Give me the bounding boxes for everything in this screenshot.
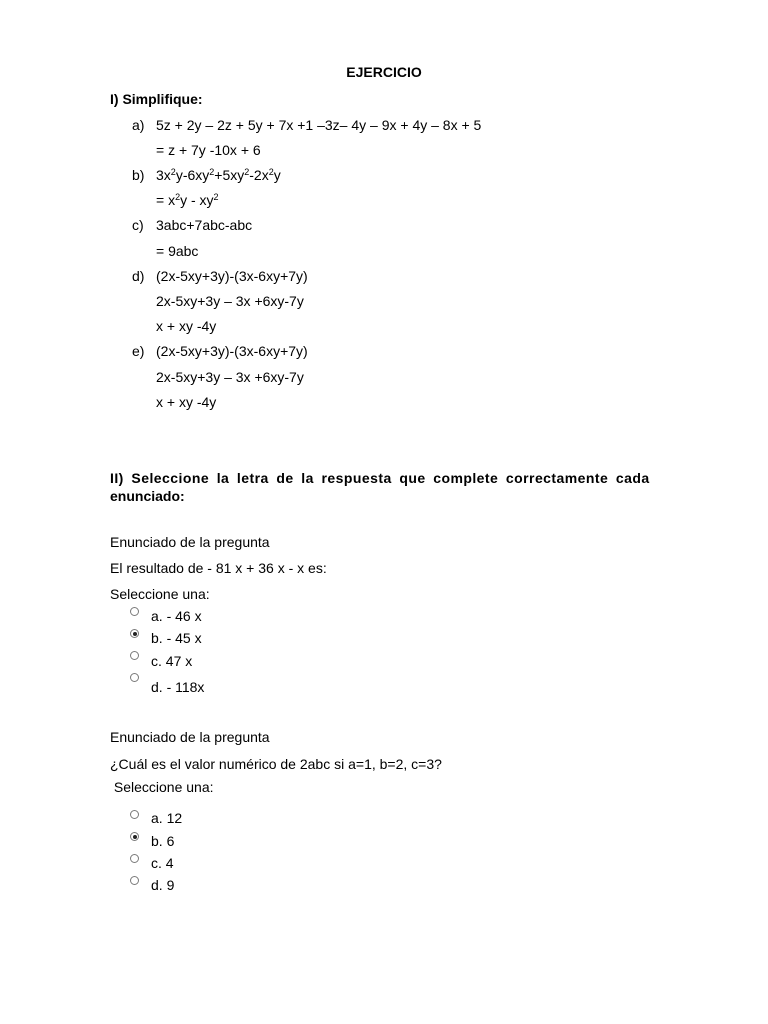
q1-option-d-radio[interactable] <box>130 673 139 682</box>
item-d-result: x + xy -4y <box>156 318 217 334</box>
item-b-result: = $x^2y - xy^2$ <box>156 192 219 208</box>
item-e-letter: e) <box>132 343 145 359</box>
item-a-result: = z + 7y -10x + 6 <box>156 142 261 158</box>
q2-option-c-radio[interactable] <box>130 854 139 863</box>
item-c-letter: c) <box>132 217 144 233</box>
q2-option-b-radio[interactable] <box>130 832 139 841</box>
q2-text: ¿Cuál es el valor numérico de 2abc si a=1, b=2, c=3? <box>110 756 442 772</box>
section-2-heading-cont: enunciado: <box>110 488 185 504</box>
item-c-expression: 3abc+7abc-abc <box>156 217 253 233</box>
q1-option-b-label[interactable]: b. - 45 x <box>151 630 202 646</box>
document-title: EJERCICIO <box>346 64 422 80</box>
item-c-result: = 9abc <box>156 243 199 259</box>
q2-option-b-label[interactable]: b. 6 <box>151 833 175 849</box>
q2-select-prompt: Seleccione una: <box>110 779 214 795</box>
q1-option-c-radio[interactable] <box>130 651 139 660</box>
item-e-expression: (2x-5xy+3y)-(3x-6xy+7y) <box>156 343 308 359</box>
q2-option-d-radio[interactable] <box>130 876 139 885</box>
section-2-heading: II) Seleccione la letra de la respuesta que complete correctamente cada <box>110 470 650 486</box>
item-e-result: x + xy -4y <box>156 394 217 410</box>
q1-option-d-label[interactable]: d. - 118x <box>151 679 205 695</box>
item-d-letter: d) <box>132 268 145 284</box>
q2-option-a-label[interactable]: a. 12 <box>151 810 183 826</box>
q1-label: Enunciado de la pregunta <box>110 534 270 550</box>
q1-option-b-radio[interactable] <box>130 629 139 638</box>
q1-option-a-radio[interactable] <box>130 607 139 616</box>
q2-option-c-label[interactable]: c. 4 <box>151 855 174 871</box>
item-b-letter: b) <box>132 167 145 183</box>
item-d-step: 2x-5xy+3y – 3x +6xy-7y <box>156 293 304 309</box>
q1-select-prompt: Seleccione una: <box>110 586 210 602</box>
item-e-step: 2x-5xy+3y – 3x +6xy-7y <box>156 369 304 385</box>
q2-option-a-radio[interactable] <box>130 810 139 819</box>
q1-option-c-label[interactable]: c. 47 x <box>151 653 193 669</box>
q2-label: Enunciado de la pregunta <box>110 729 270 745</box>
item-b-expression: $3x^2y-6xy^2+5xy^2-2x^2y$ <box>156 167 281 183</box>
section-1-heading: I) Simplifique: <box>110 91 203 107</box>
item-d-expression: (2x-5xy+3y)-(3x-6xy+7y) <box>156 268 308 284</box>
item-a-expression: 5z + 2y – 2z + 5y + 7x +1 –3z– 4y – 9x + 4y – 8x + 5 <box>156 117 482 133</box>
q2-option-d-label[interactable]: d. 9 <box>151 877 175 893</box>
item-a-letter: a) <box>132 117 145 133</box>
q1-option-a-label[interactable]: a. - 46 x <box>151 608 202 624</box>
q1-text: El resultado de - 81 x + 36 x - x es: <box>110 560 327 576</box>
